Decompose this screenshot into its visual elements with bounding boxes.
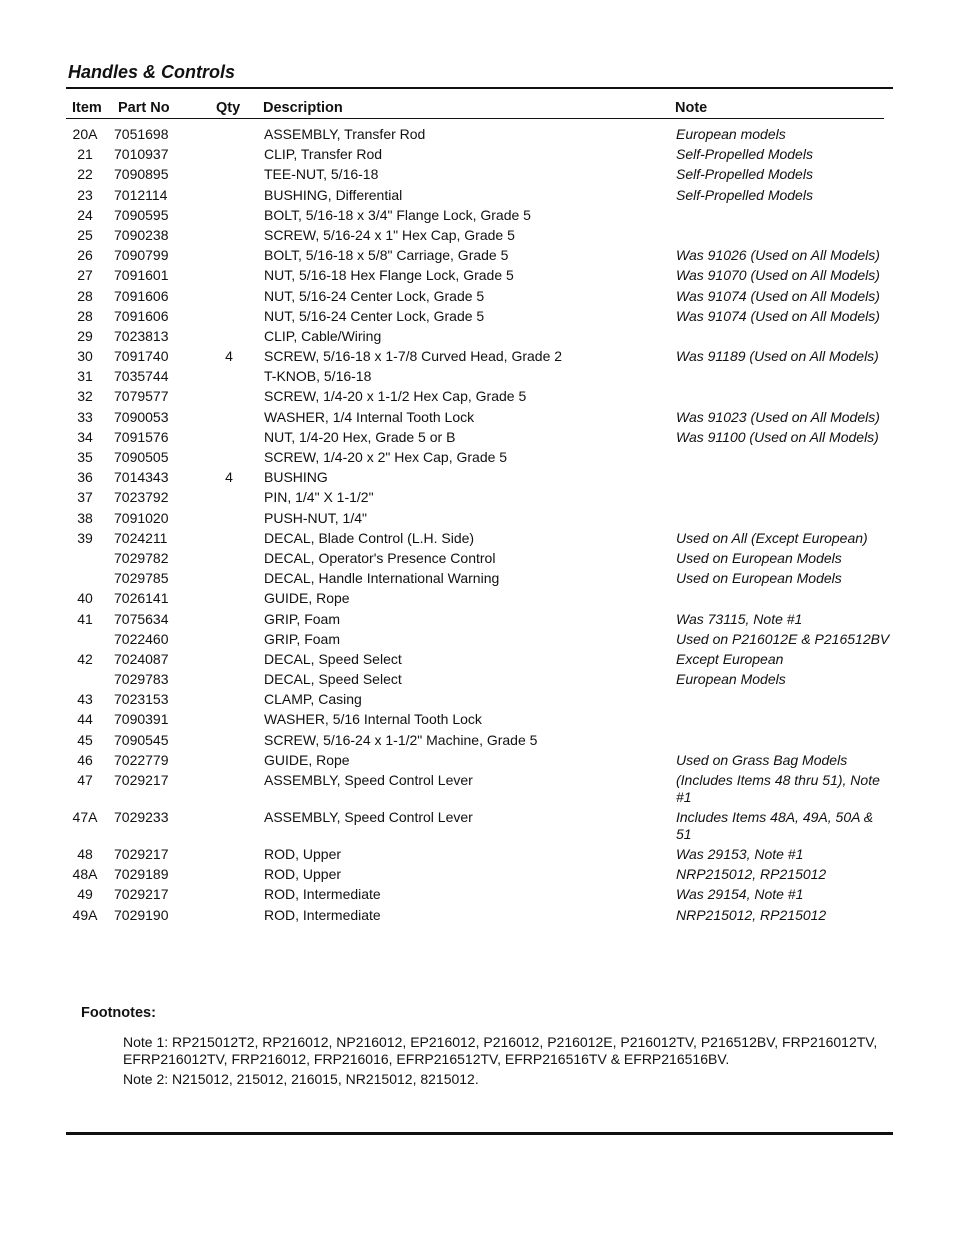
note-cell: Was 91023 (Used on All Models) bbox=[676, 408, 880, 425]
part-number-cell: 7090053 bbox=[114, 408, 169, 425]
description-cell: NUT, 5/16-18 Hex Flange Lock, Grade 5 bbox=[264, 267, 514, 284]
item-number-cell: 49 bbox=[77, 886, 93, 903]
table-row bbox=[66, 469, 896, 489]
table-header bbox=[66, 99, 884, 119]
description-cell: NUT, 5/16-24 Center Lock, Grade 5 bbox=[264, 287, 485, 304]
item-number-cell: 39 bbox=[77, 529, 93, 546]
table-row bbox=[66, 429, 896, 449]
part-number-cell: 7090595 bbox=[114, 206, 169, 223]
page-title: Handles & Controls bbox=[68, 62, 236, 82]
table-row bbox=[66, 866, 896, 886]
part-number-cell: 7079577 bbox=[114, 388, 169, 405]
part-number-cell: 7090545 bbox=[114, 731, 169, 748]
part-number-cell: 7024211 bbox=[114, 529, 168, 546]
item-number-cell: 49A bbox=[72, 906, 98, 923]
table-row bbox=[66, 631, 896, 651]
item-number-cell: 32 bbox=[77, 388, 93, 405]
table-row bbox=[66, 227, 896, 247]
note-cell: Used on All (Except European) bbox=[676, 529, 868, 546]
item-number-cell: 44 bbox=[77, 711, 93, 728]
part-number-cell: 7090799 bbox=[114, 247, 169, 264]
header-description: Description bbox=[263, 100, 343, 116]
description-cell: ASSEMBLY, Transfer Rod bbox=[264, 126, 426, 142]
table-row bbox=[66, 187, 896, 207]
description-cell: ROD, Upper bbox=[264, 866, 342, 883]
table-row bbox=[66, 308, 896, 328]
table-row bbox=[66, 550, 896, 570]
note-cell: European models bbox=[676, 126, 786, 142]
note-cell: Self-Propelled Models bbox=[676, 166, 813, 183]
item-number-cell: 48A bbox=[72, 866, 98, 883]
quantity-cell: 4 bbox=[225, 348, 233, 365]
note-cell: Was 91074 (Used on All Models) bbox=[676, 287, 880, 304]
item-number-cell: 33 bbox=[77, 408, 93, 425]
description-cell: WASHER, 5/16 Internal Tooth Lock bbox=[264, 711, 482, 728]
note-cell: Was 91026 (Used on All Models) bbox=[676, 247, 880, 264]
note-cell: Was 91074 (Used on All Models) bbox=[676, 307, 880, 324]
table-row bbox=[66, 388, 896, 408]
description-cell: T-KNOB, 5/16-18 bbox=[264, 368, 372, 385]
item-number-cell: 28 bbox=[77, 307, 93, 324]
description-cell: BUSHING bbox=[264, 469, 328, 486]
parts-table bbox=[66, 126, 896, 927]
item-number-cell: 47 bbox=[77, 772, 93, 788]
description-cell: SCREW, 1/4-20 x 2" Hex Cap, Grade 5 bbox=[264, 449, 508, 465]
header-note: Note bbox=[675, 100, 708, 116]
note-cell: Used on European Models bbox=[676, 549, 842, 566]
item-number-cell: 24 bbox=[77, 206, 93, 223]
footnote-2: Note 2: N215012, 215012, 216015, NR215012, 8215012. bbox=[123, 1071, 479, 1087]
part-number-cell: 7026141 bbox=[114, 590, 169, 607]
item-number-cell: 43 bbox=[77, 691, 93, 708]
table-row bbox=[66, 809, 896, 846]
note-cell: Used on P216012E & P216512BV bbox=[676, 630, 890, 647]
table-row bbox=[66, 671, 896, 691]
note-cell: Was 91189 (Used on All Models) bbox=[676, 348, 879, 365]
table-row bbox=[66, 590, 896, 610]
note-cell: Was 91100 (Used on All Models) bbox=[676, 428, 879, 445]
note-cell: Includes Items 48A, 49A, 50A & 51 bbox=[676, 809, 874, 842]
part-number-cell: 7012114 bbox=[114, 186, 168, 203]
table-row bbox=[66, 510, 896, 530]
table-row bbox=[66, 570, 896, 590]
bottom-rule bbox=[66, 1132, 893, 1135]
part-number-cell: 7091606 bbox=[114, 307, 169, 324]
description-cell: ASSEMBLY, Speed Control Lever bbox=[264, 772, 473, 788]
note-cell: Except European bbox=[676, 650, 784, 667]
description-cell: ROD, Intermediate bbox=[264, 906, 381, 923]
item-number-cell: 42 bbox=[77, 650, 93, 667]
part-number-cell: 7023792 bbox=[114, 489, 169, 506]
top-rule bbox=[66, 87, 893, 89]
description-cell: DECAL, Speed Select bbox=[264, 671, 402, 688]
part-number-cell: 7024087 bbox=[114, 650, 169, 667]
part-number-cell: 7090895 bbox=[114, 166, 169, 183]
table-row bbox=[66, 247, 896, 267]
description-cell: NUT, 5/16-24 Center Lock, Grade 5 bbox=[264, 307, 485, 324]
item-number-cell: 21 bbox=[77, 146, 93, 163]
part-number-cell: 7022779 bbox=[114, 751, 169, 768]
note-cell: NRP215012, RP215012 bbox=[676, 866, 827, 883]
note-cell: Self-Propelled Models bbox=[676, 186, 813, 203]
description-cell: SCREW, 5/16-24 x 1-1/2" Machine, Grade 5 bbox=[264, 731, 538, 748]
part-number-cell: 7091020 bbox=[114, 509, 169, 526]
part-number-cell: 7010937 bbox=[114, 146, 169, 163]
description-cell: DECAL, Handle International Warning bbox=[264, 570, 500, 587]
description-cell: GUIDE, Rope bbox=[264, 590, 350, 607]
item-number-cell: 37 bbox=[77, 489, 93, 506]
part-number-cell: 7029782 bbox=[114, 549, 169, 566]
part-number-cell: 7029785 bbox=[114, 570, 169, 587]
table-row bbox=[66, 651, 896, 671]
item-number-cell: 28 bbox=[77, 287, 93, 304]
item-number-cell: 30 bbox=[77, 348, 93, 365]
note-cell: European Models bbox=[676, 671, 786, 688]
part-number-cell: 7029783 bbox=[114, 671, 169, 688]
header-part-no: Part No bbox=[118, 100, 170, 116]
table-row bbox=[66, 530, 896, 550]
part-number-cell: 7091606 bbox=[114, 287, 169, 304]
item-number-cell: 46 bbox=[77, 751, 93, 768]
table-row bbox=[66, 846, 896, 866]
description-cell: GRIP, Foam bbox=[264, 630, 340, 647]
quantity-cell: 4 bbox=[225, 469, 233, 486]
item-number-cell: 22 bbox=[77, 166, 93, 183]
part-number-cell: 7091576 bbox=[114, 428, 169, 445]
item-number-cell: 38 bbox=[77, 509, 93, 526]
item-number-cell: 48 bbox=[77, 846, 93, 862]
note-cell: Was 73115, Note #1 bbox=[676, 610, 803, 627]
part-number-cell: 7051698 bbox=[114, 126, 169, 142]
part-number-cell: 7029217 bbox=[114, 846, 169, 862]
part-number-cell: 7090391 bbox=[114, 711, 169, 728]
part-number-cell: 7023153 bbox=[114, 691, 169, 708]
table-row bbox=[66, 166, 896, 186]
table-row bbox=[66, 288, 896, 308]
table-row bbox=[66, 711, 896, 731]
description-cell: TEE-NUT, 5/16-18 bbox=[264, 166, 379, 183]
description-cell: CLAMP, Casing bbox=[264, 691, 362, 708]
description-cell: BOLT, 5/16-18 x 3/4" Flange Lock, Grade 5 bbox=[264, 206, 531, 223]
note-cell: Was 29154, Note #1 bbox=[676, 886, 804, 903]
footnotes-title: Footnotes: bbox=[81, 1005, 156, 1021]
part-number-cell: 7091740 bbox=[114, 348, 169, 365]
header-qty: Qty bbox=[216, 100, 241, 116]
part-number-cell: 7029217 bbox=[114, 772, 169, 788]
footnote-1: Note 1: RP215012T2, RP216012, NP216012, EP216012, P216012, P216012E, P216012TV, P216512BV, FRP216012TV, EFRP216012TV, FRP216012, FRP216016, EFRP216512TV, EFRP216516TV & EFRP216516BV. bbox=[123, 1034, 878, 1067]
table-row bbox=[66, 348, 896, 368]
item-number-cell: 26 bbox=[77, 247, 93, 264]
note-cell: NRP215012, RP215012 bbox=[676, 906, 827, 923]
description-cell: ASSEMBLY, Speed Control Lever bbox=[264, 809, 473, 825]
part-number-cell: 7090505 bbox=[114, 449, 169, 465]
part-number-cell: 7029189 bbox=[114, 866, 169, 883]
description-cell: PIN, 1/4" X 1-1/2" bbox=[264, 489, 374, 506]
note-cell: Used on European Models bbox=[676, 570, 842, 587]
description-cell: ROD, Intermediate bbox=[264, 886, 381, 903]
item-number-cell: 41 bbox=[77, 610, 93, 627]
part-number-cell: 7035744 bbox=[114, 368, 169, 385]
part-number-cell: 7029190 bbox=[114, 906, 169, 923]
item-number-cell: 40 bbox=[77, 590, 93, 607]
table-row bbox=[66, 732, 896, 752]
description-cell: GRIP, Foam bbox=[264, 610, 340, 627]
item-number-cell: 27 bbox=[77, 267, 93, 284]
part-number-cell: 7029233 bbox=[114, 809, 169, 825]
description-cell: PUSH-NUT, 1/4" bbox=[264, 509, 367, 526]
description-cell: DECAL, Blade Control (L.H. Side) bbox=[264, 529, 475, 546]
item-number-cell: 31 bbox=[77, 368, 93, 385]
item-number-cell: 45 bbox=[77, 731, 93, 748]
table-row bbox=[66, 126, 896, 146]
description-cell: DECAL, Operator's Presence Control bbox=[264, 549, 496, 566]
header-item: Item bbox=[72, 100, 102, 116]
table-row bbox=[66, 772, 896, 809]
table-row bbox=[66, 886, 896, 906]
description-cell: BUSHING, Differential bbox=[264, 186, 403, 203]
description-cell: GUIDE, Rope bbox=[264, 751, 350, 768]
description-cell: ROD, Upper bbox=[264, 846, 342, 862]
note-cell: (Includes Items 48 thru 51), Note #1 bbox=[676, 772, 880, 805]
table-row bbox=[66, 267, 896, 287]
part-number-cell: 7075634 bbox=[114, 610, 169, 627]
part-number-cell: 7023813 bbox=[114, 327, 169, 344]
item-number-cell: 47A bbox=[72, 809, 98, 825]
item-number-cell: 36 bbox=[77, 469, 93, 486]
table-row bbox=[66, 328, 896, 348]
part-number-cell: 7029217 bbox=[114, 886, 169, 903]
part-number-cell: 7090238 bbox=[114, 226, 169, 243]
description-cell: CLIP, Transfer Rod bbox=[264, 146, 383, 163]
description-cell: BOLT, 5/16-18 x 5/8" Carriage, Grade 5 bbox=[264, 247, 509, 264]
table-row bbox=[66, 146, 896, 166]
note-cell: Self-Propelled Models bbox=[676, 146, 813, 163]
part-number-cell: 7014343 bbox=[114, 469, 169, 486]
item-number-cell: 35 bbox=[77, 449, 93, 465]
note-cell: Used on Grass Bag Models bbox=[676, 751, 848, 768]
table-row bbox=[66, 752, 896, 772]
table-row bbox=[66, 368, 896, 388]
item-number-cell: 25 bbox=[77, 226, 93, 243]
item-number-cell: 20A bbox=[72, 126, 98, 142]
table-row bbox=[66, 409, 896, 429]
description-cell: SCREW, 5/16-18 x 1-7/8 Curved Head, Grade 2 bbox=[264, 348, 563, 365]
part-number-cell: 7091601 bbox=[114, 267, 169, 284]
item-number-cell: 29 bbox=[77, 327, 93, 344]
note-cell: Was 91070 (Used on All Models) bbox=[676, 267, 880, 284]
description-cell: DECAL, Speed Select bbox=[264, 650, 402, 667]
description-cell: SCREW, 5/16-24 x 1" Hex Cap, Grade 5 bbox=[264, 226, 515, 243]
note-cell: Was 29153, Note #1 bbox=[676, 846, 804, 862]
table-row bbox=[66, 691, 896, 711]
table-row bbox=[66, 449, 896, 469]
description-cell: WASHER, 1/4 Internal Tooth Lock bbox=[264, 408, 475, 425]
item-number-cell: 34 bbox=[77, 428, 93, 445]
description-cell: NUT, 1/4-20 Hex, Grade 5 or B bbox=[264, 428, 456, 445]
table-row bbox=[66, 489, 896, 509]
table-row bbox=[66, 207, 896, 227]
description-cell: SCREW, 1/4-20 x 1-1/2 Hex Cap, Grade 5 bbox=[264, 388, 527, 405]
description-cell: CLIP, Cable/Wiring bbox=[264, 327, 382, 344]
part-number-cell: 7022460 bbox=[114, 630, 169, 647]
table-row bbox=[66, 907, 896, 927]
item-number-cell: 23 bbox=[77, 186, 93, 203]
table-row bbox=[66, 611, 896, 631]
